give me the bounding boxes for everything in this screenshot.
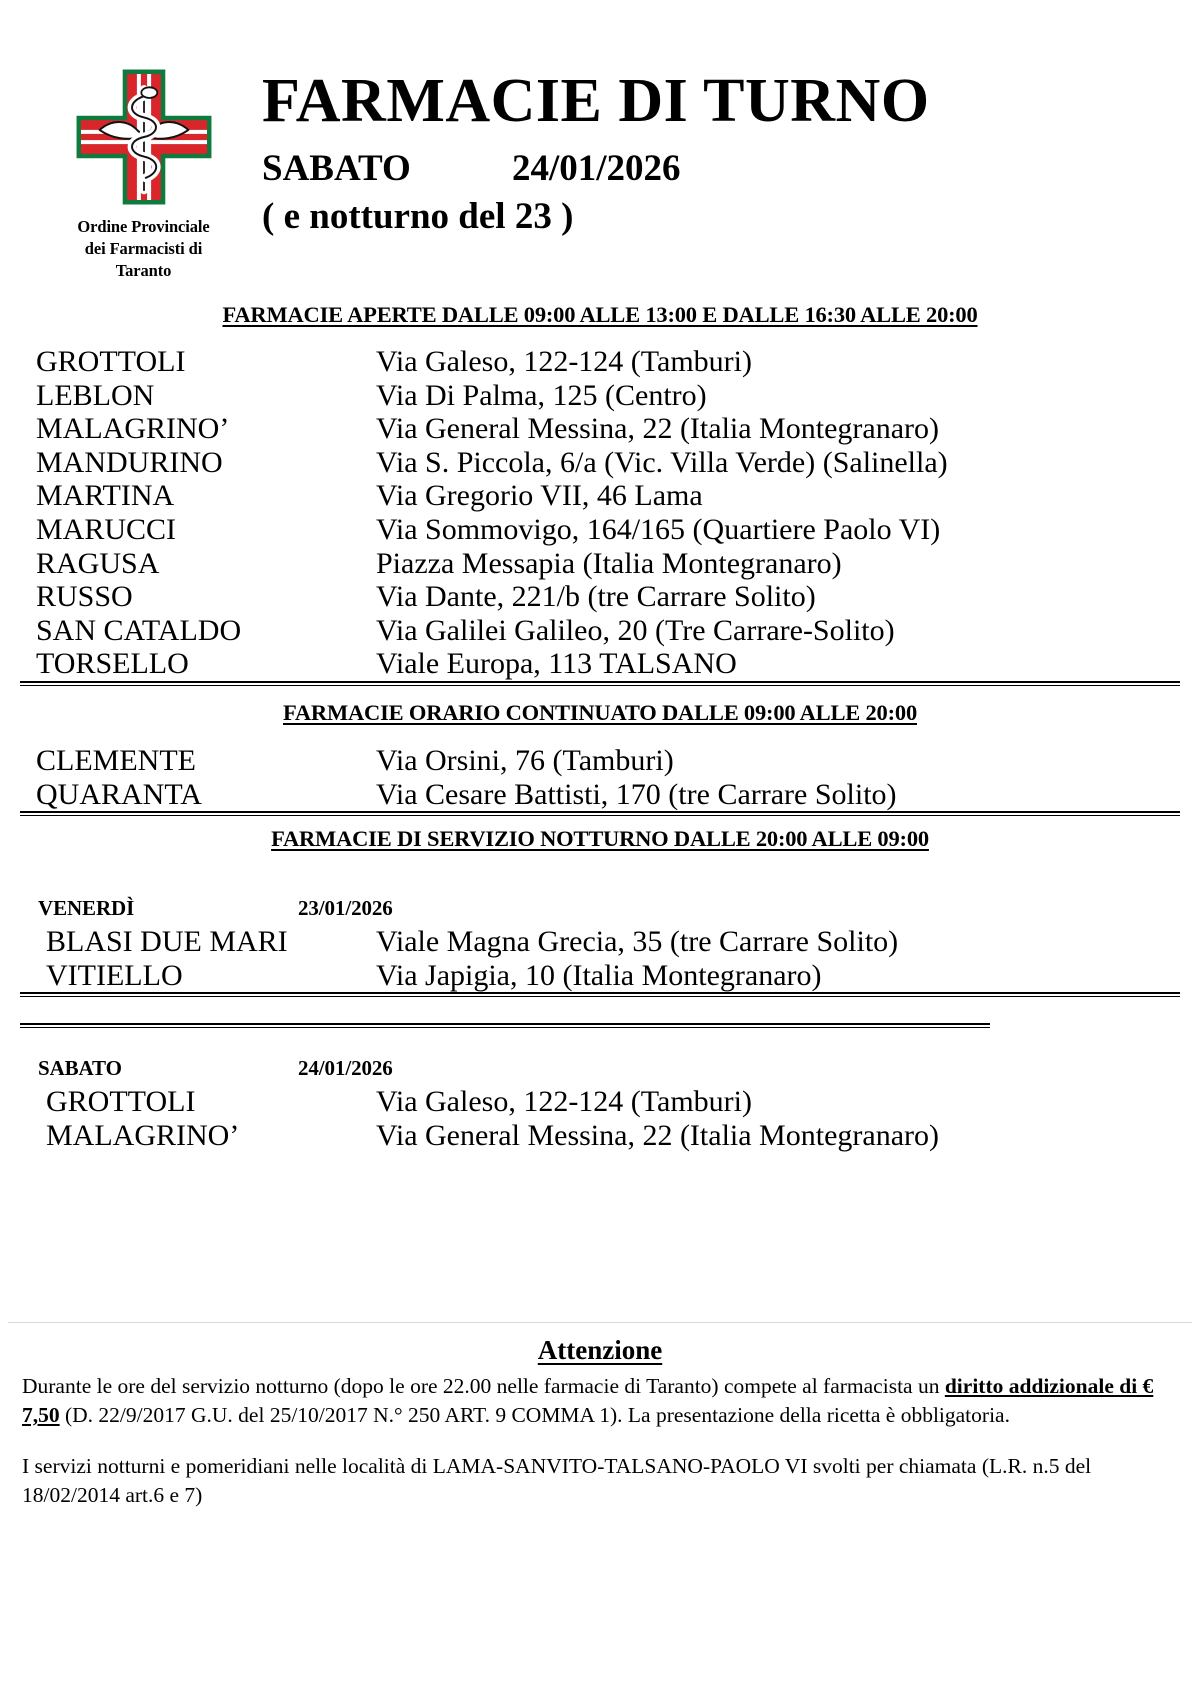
pharmacy-address: Via General Messina, 22 (Italia Montegranaro) <box>376 412 939 446</box>
header-date: 24/01/2026 <box>512 148 681 189</box>
pharmacy-name: BLASI DUE MARI <box>46 925 288 959</box>
pharmacy-address: Via Cesare Battisti, 170 (tre Carrare Solito) <box>376 777 897 811</box>
logo-block <box>36 66 251 281</box>
pharmacy-name: QUARANTA <box>36 777 202 811</box>
table-row <box>46 925 1200 959</box>
table-row <box>36 547 1200 581</box>
pharmacy-address: Via General Messina, 22 (Italia Montegranaro) <box>376 1118 939 1152</box>
table-row <box>36 614 1200 648</box>
title-block <box>262 67 930 237</box>
pharmacy-name: MARUCCI <box>36 512 177 546</box>
pharmacy-address: Via Japigia, 10 (Italia Montegranaro) <box>376 958 822 992</box>
logo-caption-line-3: Taranto <box>115 260 172 280</box>
attenzione-p1-part1: Durante le ore del servizio notturno (dopo le ore 22.00 nelle farmacie di Taranto) compete al farmacista un <box>22 1374 945 1398</box>
pharmacy-name: MANDURINO <box>36 445 223 479</box>
night-day-header-sabato <box>0 1028 1200 1081</box>
night-day-date: 23/01/2026 <box>298 896 393 921</box>
table-row <box>36 778 1200 812</box>
pharmacy-address: Viale Magna Grecia, 35 (tre Carrare Solito) <box>376 925 899 959</box>
pharmacy-address: Viale Europa, 113 TALSANO <box>376 647 737 681</box>
table-row <box>36 580 1200 614</box>
table-row <box>46 1119 1200 1153</box>
night-day-of-week: VENERDÌ <box>38 896 135 921</box>
logo-caption-line-1: Ordine Provinciale <box>77 217 210 236</box>
table-row <box>36 379 1200 413</box>
table-row <box>36 513 1200 547</box>
pharmacy-name: MALAGRINO’ <box>46 1118 240 1152</box>
spacer <box>0 997 1200 1023</box>
pharmacy-address: Via Orsini, 76 (Tamburi) <box>376 743 674 777</box>
table-row <box>46 959 1200 993</box>
pharmacy-name: GROTTOLI <box>46 1085 196 1119</box>
header-day-of-week: SABATO <box>262 148 411 189</box>
pharmacy-address: Via S. Piccola, 6/a (Vic. Villa Verde) (Salinella) <box>376 445 948 479</box>
attenzione-p1-part2: (D. 22/9/2017 G.U. del 25/10/2017 N.° 250 ART. 9 COMMA 1). La presentazione della ricetta è obbligatoria. <box>59 1403 1010 1428</box>
banner-servizio-notturno <box>0 816 1200 852</box>
banner-farmacie-aperte-text: FARMACIE APERTE DALLE 09:00 ALLE 13:00 E DALLE 16:30 ALLE 20:00 <box>222 302 978 327</box>
pharmacy-name: VITIELLO <box>46 958 183 992</box>
pharmacy-list-notturno-venerdi <box>0 921 1200 992</box>
table-row <box>36 647 1200 681</box>
pharmacy-address: Via Sommovigo, 164/165 (Quartiere Paolo VI) <box>376 512 941 546</box>
table-row <box>36 744 1200 778</box>
pharmacy-address: Piazza Messapia (Italia Montegranaro) <box>376 546 842 580</box>
header-date-line <box>262 150 930 189</box>
pharmacy-name: LEBLON <box>36 378 155 412</box>
pharmacy-address: Via Di Palma, 125 (Centro) <box>376 378 707 412</box>
table-row <box>36 446 1200 480</box>
night-day-header-venerdi <box>0 852 1200 921</box>
night-day-date: 24/01/2026 <box>298 1056 393 1081</box>
pharmacy-cross-logo-icon <box>73 66 215 208</box>
pharmacy-address: Via Gregorio VII, 46 Lama <box>376 479 703 513</box>
header-night-note: ( e notturno del 23 ) <box>262 195 574 237</box>
pharmacy-name: MALAGRINO’ <box>36 412 230 446</box>
attenzione-fee-highlight: diritto addizionale di € 7,50 <box>22 1374 1154 1428</box>
pharmacy-address: Via Galilei Galileo, 20 (Tre Carrare-Solito) <box>376 613 895 647</box>
attenzione-paragraph-1 <box>22 1372 1178 1430</box>
page-title: FARMACIE DI TURNO <box>262 67 930 135</box>
banner-orario-continuato <box>0 686 1200 726</box>
pharmacy-name: RUSSO <box>36 580 133 614</box>
pharmacy-name: SAN CATALDO <box>36 613 242 647</box>
document-header <box>0 0 1200 300</box>
table-row <box>46 1085 1200 1119</box>
table-row <box>36 412 1200 446</box>
banner-farmacie-aperte <box>0 302 1200 328</box>
logo-caption <box>36 216 251 281</box>
pharmacy-name: CLEMENTE <box>36 743 196 777</box>
attenzione-paragraph-2: I servizi notturni e pomeridiani nelle località di LAMA-SANVITO-TALSANO-PAOLO VI svolti per chiamata (L.R. n.5 del 18/02/2014 art.6 e 7) <box>22 1454 1092 1508</box>
banner-servizio-notturno-text: FARMACIE DI SERVIZIO NOTTURNO DALLE 20:00 ALLE 09:00 <box>271 826 929 852</box>
pharmacy-address: Via Galeso, 122-124 (Tamburi) <box>376 1085 752 1119</box>
pharmacy-list-notturno-sabato <box>0 1081 1200 1152</box>
pharmacy-name: GROTTOLI <box>36 345 186 378</box>
pharmacy-list-continuato <box>0 726 1200 811</box>
attenzione-title-text: Attenzione <box>537 1335 663 1365</box>
pharmacy-address: Via Galeso, 122-124 (Tamburi) <box>376 345 752 378</box>
night-day-of-week: SABATO <box>38 1056 122 1081</box>
attenzione-title <box>0 1323 1200 1366</box>
attenzione-body <box>0 1366 1200 1510</box>
pharmacy-name: TORSELLO <box>36 647 189 681</box>
table-row <box>36 479 1200 513</box>
banner-orario-continuato-text: FARMACIE ORARIO CONTINUATO DALLE 09:00 ALLE 20:00 <box>283 699 917 725</box>
pharmacy-name: MARTINA <box>36 479 175 513</box>
document-footer <box>0 1322 1200 1510</box>
pharmacy-address: Via Dante, 221/b (tre Carrare Solito) <box>376 580 816 614</box>
logo-caption-line-2: dei Farmacisti di <box>84 238 203 258</box>
pharmacy-name: RAGUSA <box>36 546 160 580</box>
table-row <box>36 345 1200 379</box>
pharmacy-list-open <box>0 328 1200 681</box>
